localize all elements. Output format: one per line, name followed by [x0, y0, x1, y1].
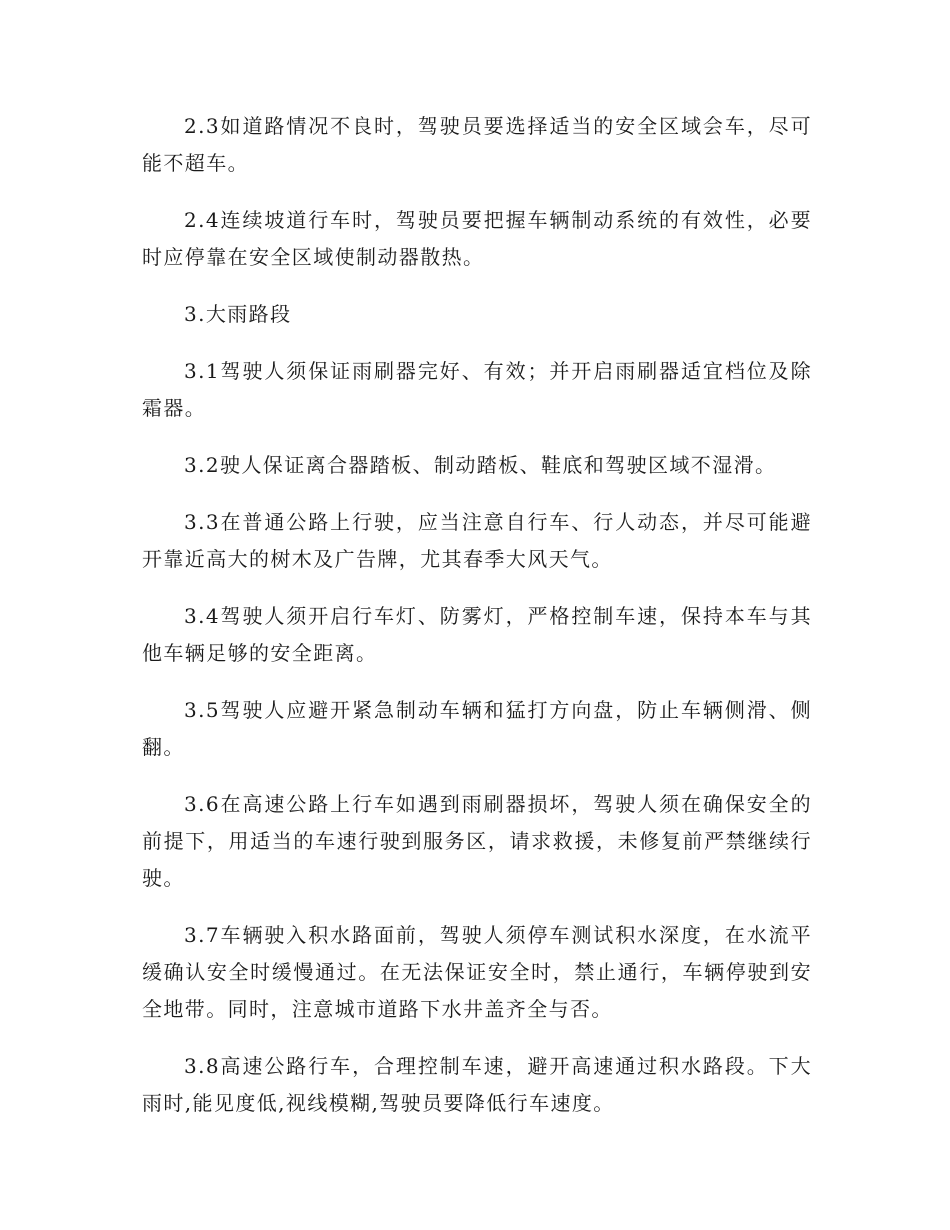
- paragraph-3-3: 3.3在普通公路上行驶，应当注意自行车、行人动态，并尽可能避开靠近高大的树木及广告牌，尤其春季大风天气。: [142, 510, 812, 571]
- paragraph-3-8: 3.8高速公路行车，合理控制车速，避开高速通过积水路段。下大雨时,能见度低,视线模糊,驾驶员要降低行车速度。: [142, 1054, 812, 1115]
- paragraph-3-1: 3.1驾驶人须保证雨刷器完好、有效；并开启雨刷器适宜档位及除霜器。: [142, 359, 812, 420]
- paragraph-3-2: 3.2驶人保证离合器踏板、制动踏板、鞋底和驾驶区域不湿滑。: [184, 453, 777, 477]
- section-heading-3: 3.大雨路段: [184, 302, 292, 326]
- paragraph-3-6: 3.6在高速公路上行车如遇到雨刷器损坏，驾驶人须在确保安全的前提下，用适当的车速行驶到服务区，请求救援，未修复前严禁继续行驶。: [142, 792, 812, 890]
- paragraph-2-4: 2.4连续坡道行车时，驾驶员要把握车辆制动系统的有效性，必要时应停靠在安全区域使制动器散热。: [142, 208, 812, 269]
- paragraph-2-3: 2.3如道路情况不良时，驾驶员要选择适当的安全区域会车，尽可能不超车。: [142, 114, 812, 175]
- paragraph-3-4: 3.4驾驶人须开启行车灯、防雾灯，严格控制车速，保持本车与其他车辆足够的安全距离。: [142, 604, 812, 665]
- paragraph-3-7: 3.7车辆驶入积水路面前，驾驶人须停车测试积水深度，在水流平缓确认安全时缓慢通过。在无法保证安全时，禁止通行，车辆停驶到安全地带。同时，注意城市道路下水井盖齐全与否。: [142, 923, 812, 1021]
- paragraph-3-5: 3.5驾驶人应避开紧急制动车辆和猛打方向盘，防止车辆侧滑、侧翻。: [142, 698, 812, 759]
- document-body: [142, 108, 812, 1142]
